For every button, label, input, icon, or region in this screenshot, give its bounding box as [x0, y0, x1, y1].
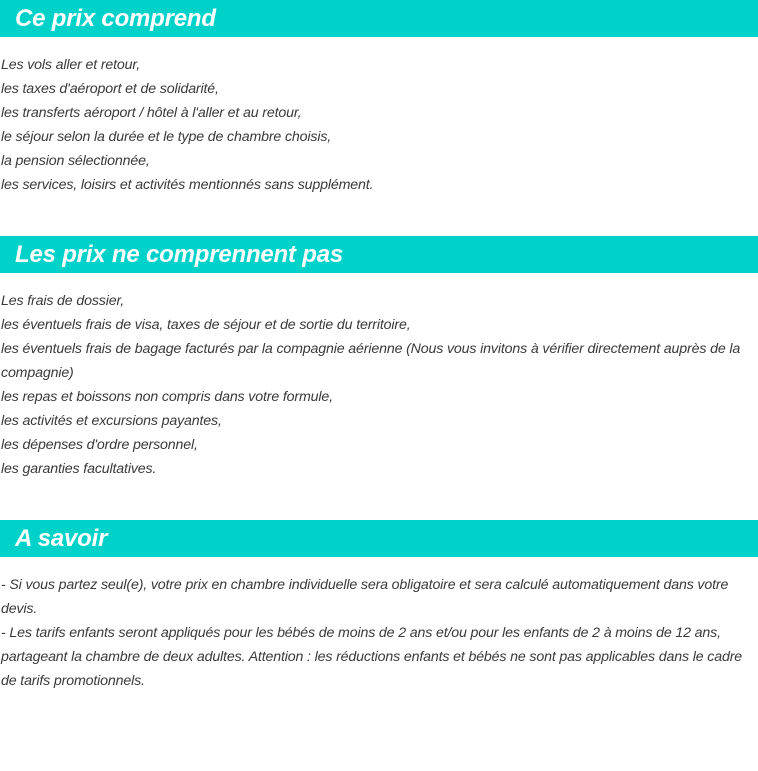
section-good-to-know [0, 520, 758, 693]
section-title-good-to-know: A savoir [0, 520, 758, 557]
list-item: les éventuels frais de visa, taxes de séjour et de sortie du territoire, [1, 317, 411, 333]
section-excludes [0, 236, 758, 481]
list-item: le séjour selon la durée et le type de chambre choisis, [1, 129, 332, 145]
includes-list [0, 53, 758, 197]
list-item: les dépenses d'ordre personnel, [1, 437, 198, 453]
section-includes [0, 0, 758, 197]
list-item: les taxes d'aéroport et de solidarité, [1, 81, 219, 97]
list-item: les repas et boissons non compris dans votre formule, [1, 389, 333, 405]
good-to-know-list [0, 573, 758, 693]
section-title-excludes: Les prix ne comprennent pas [0, 236, 758, 273]
list-item: les garanties facultatives. [1, 461, 157, 477]
list-item: les activités et excursions payantes, [1, 413, 222, 429]
list-item: les services, loisirs et activités mentionnés sans supplément. [1, 177, 374, 193]
excludes-list [0, 289, 758, 481]
section-title-includes: Ce prix comprend [0, 0, 758, 37]
list-item: la pension sélectionnée, [1, 153, 150, 169]
list-item: les transferts aéroport / hôtel à l'aller et au retour, [1, 105, 302, 121]
list-item: Les vols aller et retour, [1, 57, 140, 73]
list-item: Les frais de dossier, [1, 293, 125, 309]
list-item: - Les tarifs enfants seront appliqués pour les bébés de moins de 2 ans et/ou pour les enfants de 2 à moins de 12 ans, partageant la chambre de deux adultes. Attention : les réductions enfants et bébés ne sont pas applicables dans le cadre de tarifs promotionnels. [1, 625, 743, 689]
list-item: - Si vous partez seul(e), votre prix en chambre individuelle sera obligatoire et sera calculé automatiquement dans votre devis. [1, 577, 729, 617]
list-item: les éventuels frais de bagage facturés par la compagnie aérienne (Nous vous invitons à vérifier directement auprès de la compagnie) [1, 341, 741, 381]
